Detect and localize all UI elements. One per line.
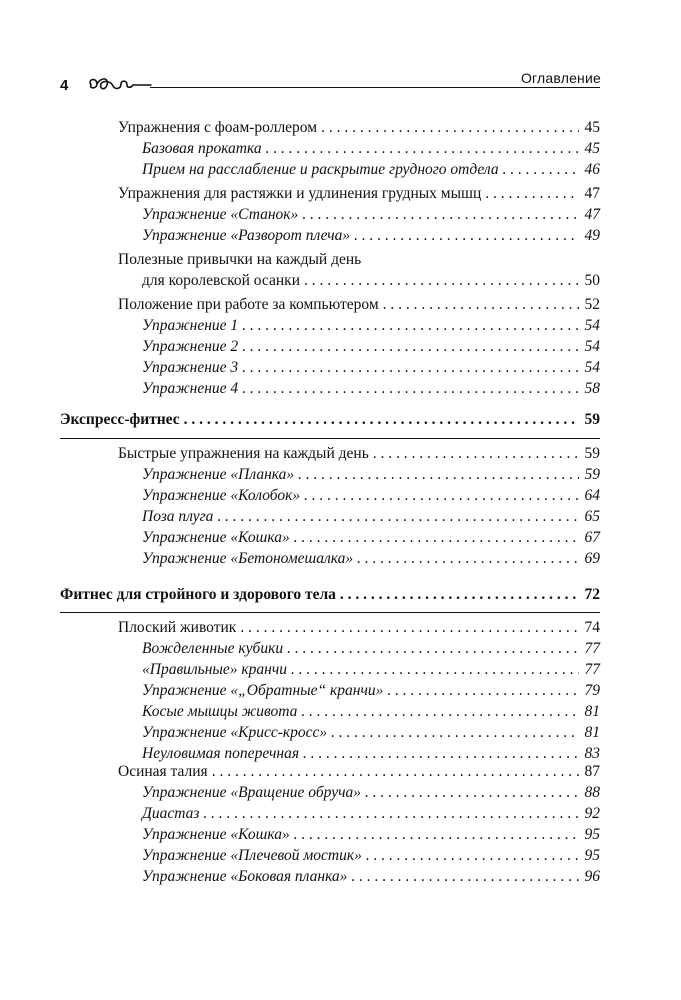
leader-dots (485, 183, 578, 204)
leader-dots (291, 659, 578, 680)
toc-entry[interactable] (60, 204, 600, 225)
leader-dots (240, 617, 578, 638)
leader-dots (365, 782, 579, 803)
leader-dots (387, 680, 578, 701)
toc-entry-page: 45 (584, 140, 600, 157)
toc-entry-title: Положение при работе за компьютером (118, 296, 379, 313)
leader-dots (383, 294, 579, 315)
toc-entry[interactable] (60, 443, 600, 464)
toc-chapter-title: Экспресс-фитнес (60, 411, 180, 428)
leader-dots (321, 117, 578, 138)
leader-dots (366, 845, 579, 866)
toc-entry-page: 59 (584, 411, 600, 428)
toc-entry-title: Диастаз (142, 805, 200, 822)
toc-entry-title: Упражнение «Плечевой мостик» (142, 847, 362, 864)
toc-entry-title: Упражнение «„Обратные“ кранчи» (142, 682, 384, 699)
leader-dots (304, 270, 578, 291)
toc-entry-title: Полезные привычки на каждый день (118, 251, 362, 268)
toc-entry-page: 77 (584, 640, 600, 657)
toc-entry-page: 95 (584, 847, 600, 864)
toc-section-waist (60, 761, 600, 887)
toc-entry-page: 69 (584, 550, 600, 567)
toc-entry[interactable] (60, 548, 600, 569)
toc-entry[interactable] (60, 357, 600, 378)
leader-dots (298, 464, 578, 485)
toc-entry-title: Упражнение 2 (142, 338, 239, 355)
toc-entry-page: 88 (584, 784, 600, 801)
toc-entry[interactable] (60, 824, 600, 845)
flourish-ornament-icon (85, 75, 155, 95)
toc-chapter-title: Фитнес для стройного и здорового тела (60, 586, 336, 603)
toc-entry-page: 79 (584, 682, 600, 699)
leader-dots (294, 527, 579, 548)
leader-dots (203, 803, 578, 824)
toc-section-posture (60, 117, 600, 399)
leader-dots (304, 485, 578, 506)
toc-entry-title: Косые мышцы живота (142, 703, 298, 720)
toc-entry-title: Упражнение 1 (142, 317, 239, 334)
toc-entry-title: Упражнение «Кошка» (142, 826, 290, 843)
toc-entry[interactable] (60, 159, 600, 180)
toc-entry-page: 58 (584, 380, 600, 397)
page-number: 4 (60, 77, 69, 94)
toc-entry-page: 47 (584, 206, 600, 223)
toc-entry[interactable] (60, 270, 600, 291)
leader-dots (373, 443, 579, 464)
leader-dots (242, 357, 578, 378)
toc-entry-title: Упражнение «Вращение обруча» (142, 784, 361, 801)
toc-chapter-entry[interactable] (60, 409, 600, 430)
toc-entry[interactable] (60, 183, 600, 204)
toc-entry-page: 59 (584, 466, 600, 483)
toc-chapter-entry[interactable] (60, 584, 600, 605)
leader-dots (503, 159, 579, 180)
leader-dots (242, 315, 578, 336)
toc-entry-page: 67 (584, 529, 600, 546)
toc-entry[interactable] (60, 464, 600, 485)
toc-entry-title: Упражнения с фоам-роллером (118, 119, 318, 136)
toc-entry-page: 50 (584, 272, 600, 289)
toc-section-express (60, 438, 600, 569)
toc-entry-title: Базовая прокатка (142, 140, 262, 157)
running-title: Оглавление (520, 70, 601, 86)
toc-entry[interactable] (60, 638, 600, 659)
leader-dots (357, 548, 578, 569)
toc-entry-page: 83 (584, 745, 600, 762)
toc-entry-title: Упражнение «Боковая планка» (142, 868, 348, 885)
header-rule (150, 87, 600, 88)
toc-entry[interactable] (60, 225, 600, 246)
toc-entry-title: Упражнение «Бетономешалка» (142, 550, 354, 567)
toc-entry[interactable] (60, 659, 600, 680)
leader-dots (287, 638, 578, 659)
toc-entry-page: 52 (584, 296, 600, 313)
toc-entry-page: 81 (584, 724, 600, 741)
toc-entry[interactable] (60, 866, 600, 887)
toc-entry[interactable] (60, 617, 600, 638)
toc-entry-title: Неуловимая поперечная (142, 745, 300, 762)
toc-chapter-express-fitness (60, 409, 600, 430)
toc-entry[interactable] (60, 485, 600, 506)
toc-entry-title: для королевской осанки (142, 272, 301, 289)
toc-entry[interactable] (60, 315, 600, 336)
leader-dots (266, 138, 579, 159)
leader-dots (331, 722, 578, 743)
toc-entry-page: 95 (584, 826, 600, 843)
toc-entry[interactable] (60, 506, 600, 527)
leader-dots (242, 336, 578, 357)
leader-dots (302, 204, 578, 225)
leader-dots (212, 761, 579, 782)
toc-entry-title: Упражнение 4 (142, 380, 239, 397)
toc-entry[interactable] (60, 701, 600, 722)
toc-entry-page: 45 (584, 119, 600, 136)
toc-entry[interactable] (60, 378, 600, 399)
toc-entry-title: Упражнения для растяжки и удлинения грудных мышц (118, 185, 482, 202)
toc-entry[interactable] (60, 527, 600, 548)
toc-entry-page: 46 (584, 161, 600, 178)
toc-entry-page: 65 (584, 508, 600, 525)
toc-entry-page: 92 (584, 805, 600, 822)
toc-entry[interactable] (60, 845, 600, 866)
leader-dots (301, 701, 578, 722)
toc-entry-page: 77 (584, 661, 600, 678)
toc-entry-page: 47 (584, 185, 600, 202)
toc-entry-title: Упражнение «Разворот плеча» (142, 227, 351, 244)
toc-entry[interactable] (60, 722, 600, 743)
toc-entry[interactable] (60, 249, 600, 270)
toc-entry[interactable] (60, 294, 600, 315)
toc-entry[interactable] (60, 680, 600, 701)
toc-entry-title: Плоский животик (118, 619, 237, 636)
leader-dots (217, 506, 578, 527)
leader-dots (242, 378, 578, 399)
toc-entry[interactable] (60, 117, 600, 138)
leader-dots (184, 409, 579, 430)
toc-entry-title: Упражнение «Кошка» (142, 529, 290, 546)
toc-entry-title: Упражнение 3 (142, 359, 239, 376)
toc-entry-page: 54 (584, 359, 600, 376)
toc-entry-title: Поза плуга (142, 508, 214, 525)
toc-entry-title: Осиная талия (118, 763, 208, 780)
toc-entry-title: Упражнение «Крисс-кросс» (142, 724, 328, 741)
leader-dots (354, 225, 578, 246)
toc-entry-page: 54 (584, 317, 600, 334)
toc-section-abs (60, 612, 600, 764)
toc-entry[interactable] (60, 782, 600, 803)
toc-entry-page: 64 (584, 487, 600, 504)
toc-entry-title: Упражнение «Колобок» (142, 487, 301, 504)
toc-chapter-slim-body (60, 584, 600, 605)
toc-entry-title: «Правильные» кранчи (142, 661, 288, 678)
toc-entry-title: Быстрые упражнения на каждый день (118, 445, 369, 462)
toc-entry[interactable] (60, 336, 600, 357)
toc-entry-page: 49 (584, 227, 600, 244)
toc-entry-page: 96 (584, 868, 600, 885)
toc-entry-title: Вожделенные кубики (142, 640, 284, 657)
toc-entry-page: 54 (584, 338, 600, 355)
toc-entry[interactable] (60, 803, 600, 824)
toc-entry-title: Упражнение «Станок» (142, 206, 299, 223)
toc-entry-page: 59 (584, 445, 600, 462)
toc-entry[interactable] (60, 761, 600, 782)
toc-entry-page: 74 (584, 619, 600, 636)
leader-dots (351, 866, 578, 887)
leader-dots (294, 824, 579, 845)
toc-entry-page: 81 (584, 703, 600, 720)
toc-entry-title: Упражнение «Планка» (142, 466, 295, 483)
leader-dots (340, 584, 579, 605)
toc-entry-page: 87 (584, 763, 600, 780)
toc-entry-title: Прием на расслабление и раскрытие грудного отдела (142, 161, 499, 178)
toc-entry-page: 72 (584, 586, 600, 603)
toc-entry[interactable] (60, 138, 600, 159)
